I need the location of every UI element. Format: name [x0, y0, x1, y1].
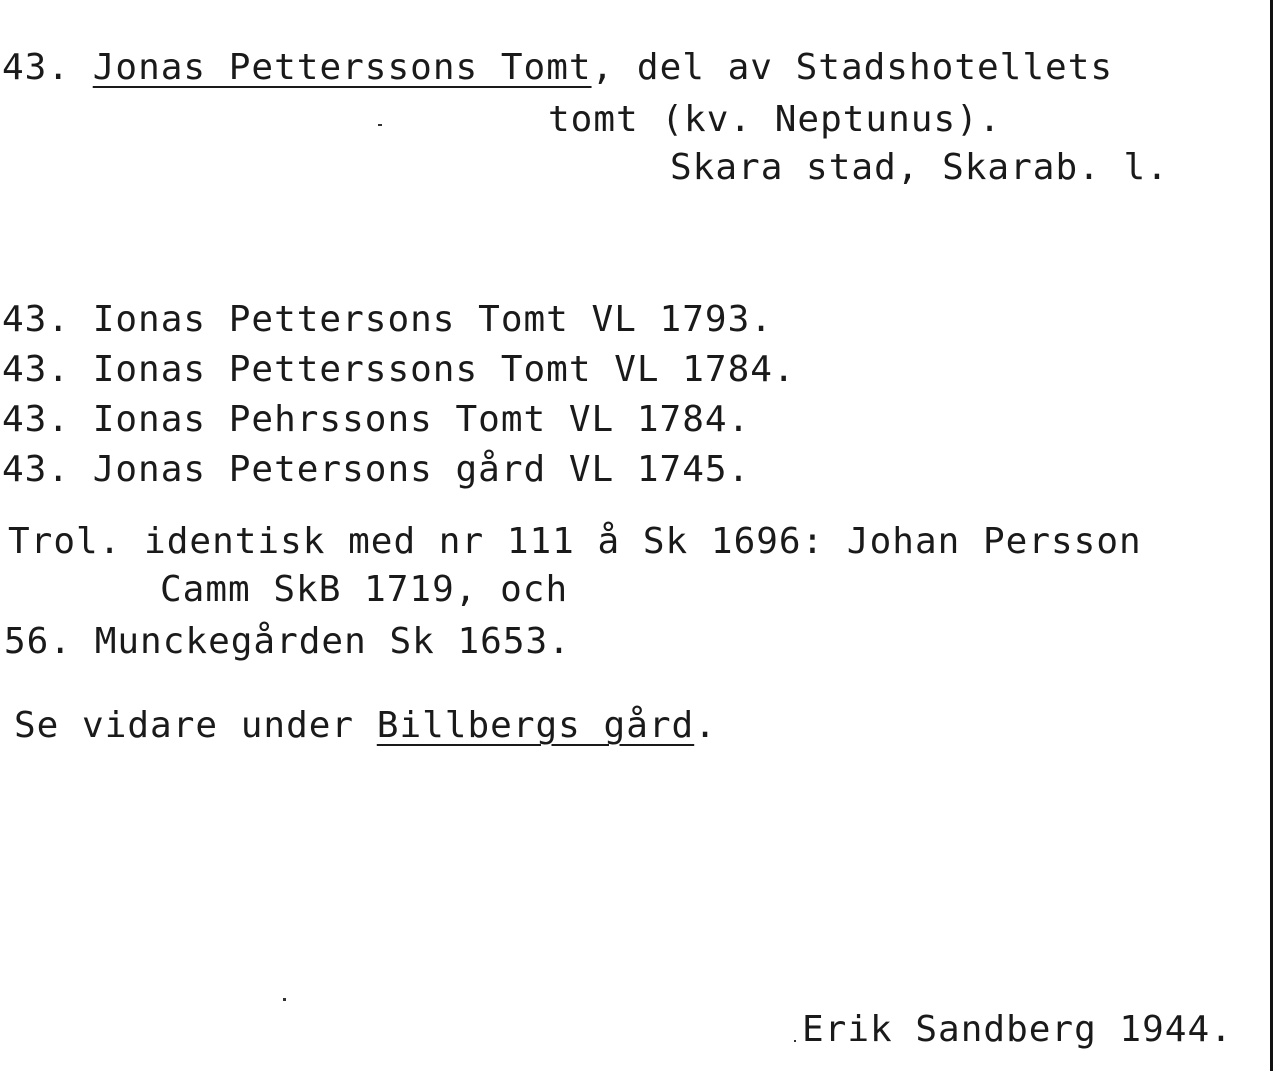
card-heading: [2, 48, 1113, 88]
entry-2: 43. Ionas Petterssons Tomt VL 1784.: [2, 349, 796, 390]
entry-3: 43. Ionas Pehrssons Tomt VL 1784.: [2, 399, 751, 440]
card-edge-line: [1270, 0, 1273, 1071]
heading-line-3: Skara stad, Skarab. l.: [670, 147, 1169, 188]
heading-title: Jonas Petterssons Tomt: [92, 47, 592, 88]
see-also-prefix: Se vidare under: [14, 705, 377, 746]
entry-1: 43. Ionas Pettersons Tomt VL 1793.: [2, 299, 773, 340]
scan-speck: [378, 124, 382, 126]
note-line-1: Trol. identisk med nr 111 å Sk 1696: Johan Persson: [8, 521, 1142, 562]
see-also-link: Billbergs gård: [376, 705, 695, 746]
scan-speck: [794, 1040, 796, 1042]
entry-4: 43. Jonas Petersons gård VL 1745.: [2, 449, 751, 490]
see-also-suffix: .: [694, 705, 717, 746]
signature: Erik Sandberg 1944.: [802, 1009, 1233, 1050]
heading-number: 43.: [2, 47, 71, 88]
note-line-2: Camm SkB 1719, och: [160, 569, 569, 610]
scan-speck: [283, 998, 286, 1001]
see-also: [14, 706, 717, 746]
heading-line-2: tomt (kv. Neptunus).: [548, 99, 1002, 140]
heading-rest: , del av Stadshotellets: [591, 47, 1114, 88]
note-line-3: 56. Munckegården Sk 1653.: [4, 621, 571, 662]
